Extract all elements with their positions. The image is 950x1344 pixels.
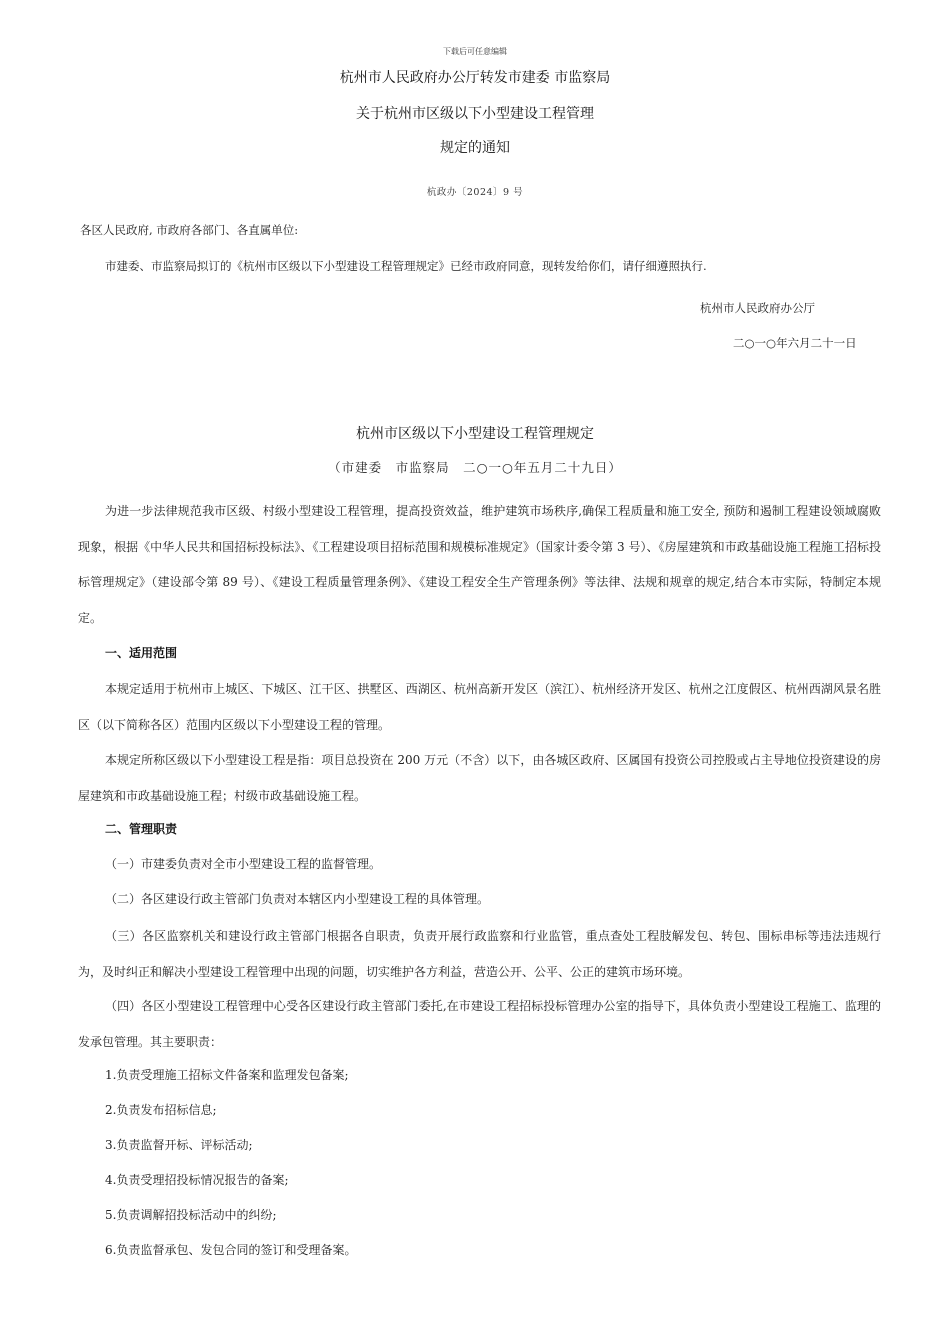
duty-item-3: （三）各区监察机关和建设行政主管部门根据各自职责，负责开展行政监察和行业监管，重点查处工程肢解发包、转包、围标串标等违法违规行为，及时纠正和解决小型建设工程管理中出现的问题，切实维护各方利益，营造公开、公平、公正的建筑市场环境。 bbox=[78, 929, 881, 979]
list-item: 5.负责调解招投标活动中的纠纷; bbox=[105, 1208, 277, 1222]
list-item: 6.负责监督承包、发包合同的签订和受理备案。 bbox=[105, 1243, 357, 1257]
list-item: 3.负责监督开标、评标活动; bbox=[105, 1138, 253, 1152]
notice-title-line-3: 规定的通知 bbox=[440, 140, 510, 156]
scope-paragraph-1: 本规定适用于杭州市上城区、下城区、江干区、拱墅区、西湖区、杭州高新开发区（滨江）、杭州经济开发区、杭州之江度假区、杭州西湖风景名胜区（以下简称各区）范围内区级以下小型建设工程的管理。 bbox=[78, 682, 881, 732]
document-number: 杭政办〔2024〕9 号 bbox=[426, 187, 524, 198]
addressee: 各区人民政府, 市政府各部门、各直属单位: bbox=[80, 223, 299, 237]
download-note: 下载后可任意编辑 bbox=[443, 47, 507, 56]
regulation-subtitle: （市建委 市监察局 二○一○年五月二十九日） bbox=[328, 460, 622, 475]
section-heading-scope: 一、适用范围 bbox=[105, 646, 178, 660]
signing-date: 二○一○年六月二十一日 bbox=[733, 336, 857, 350]
regulation-title: 杭州市区级以下小型建设工程管理规定 bbox=[356, 426, 594, 442]
list-item: 2.负责发布招标信息; bbox=[105, 1103, 217, 1117]
scope-paragraph-2: 本规定所称区级以下小型建设工程是指：项目总投资在 200 万元（不含）以下，由各城区政府、区属国有投资公司控股或占主导地位投资建设的房屋建筑和市政基础设施工程；村级市政基础设施工程。 bbox=[78, 753, 881, 803]
list-item: 4.负责受理招投标情况报告的备案; bbox=[105, 1173, 289, 1187]
notice-body: 市建委、市监察局拟订的《杭州市区级以下小型建设工程管理规定》已经市政府同意，现转发给你们，请仔细遵照执行. bbox=[105, 259, 707, 273]
list-item: 1.负责受理施工招标文件备案和监理发包备案; bbox=[105, 1068, 349, 1082]
notice-title-line-1: 杭州市人民政府办公厅转发市建委 市监察局 bbox=[339, 70, 611, 86]
section-heading-duties: 二、管理职责 bbox=[105, 822, 178, 836]
notice-title-line-2: 关于杭州市区级以下小型建设工程管理 bbox=[356, 106, 594, 122]
duty-item-1: （一）市建委负责对全市小型建设工程的监督管理。 bbox=[105, 857, 382, 871]
duty-item-2: （二）各区建设行政主管部门负责对本辖区内小型建设工程的具体管理。 bbox=[105, 892, 490, 906]
intro-paragraph: 为进一步法律规范我市区级、村级小型建设工程管理，提高投资效益，维护建筑市场秩序,确保工程质量和施工安全, 预防和遏制工程建设领域腐败现象，根据《中华人民共和国招标投标法》、《工程建设项目招标范围和规模标准规定》（国家计委令第 3 号）、《房屋建筑和市政基础设施工程施工招标投标管理规定》（建设部令第 89 号）、《建设工程质量管理条例》、《建设工程安全生产管理条例》等法律、法规和规章的规定,结合本市实际，特制定本规定。 bbox=[78, 504, 881, 625]
signing-organization: 杭州市人民政府办公厅 bbox=[700, 301, 815, 315]
duty-item-4: （四）各区小型建设工程管理中心受各区建设行政主管部门委托,在市建设工程招标投标管理办公室的指导下，具体负责小型建设工程施工、监理的发承包管理。其主要职责： bbox=[78, 999, 881, 1049]
